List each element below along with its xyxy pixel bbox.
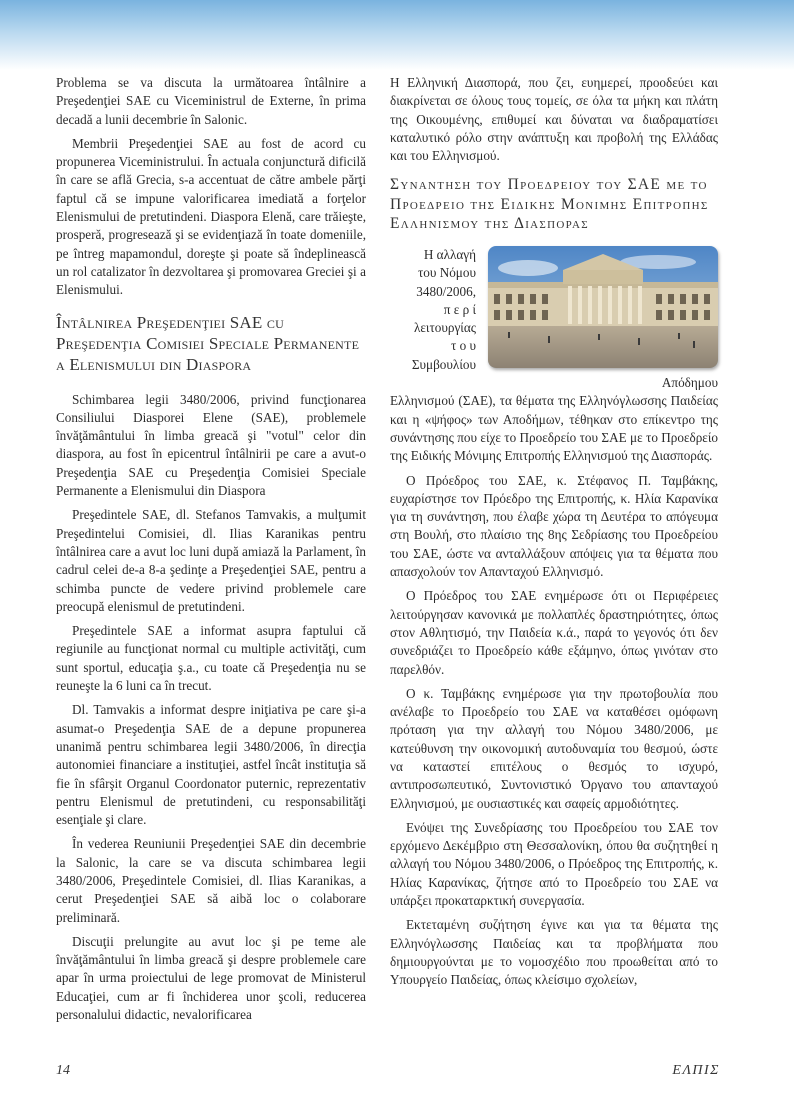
paragraph: Ελληνισμού (ΣΑΕ), τα θέματα της Ελληνόγλωσσης Παιδείας και η «ψήφος» των Αποδήμων, τέθηκαν στο επίκεντρο της συνάντησης που είχε το Προεδρείο του ΣΑΕ με το Προεδρείο της Ειδικής Μόνιμης Επιτροπής Ελληνισμού της Διασποράς.: [390, 393, 718, 464]
text-line: Η αλλαγή: [423, 246, 476, 262]
text-line: 3480/2006,: [416, 283, 476, 299]
paragraph: Dl. Tamvakis a informat despre iniţiativa pe care şi-a asumat-o Preşedenţia SAE de a depune propunerea unanimă pentru schimbarea legii 3480/2006, în direcţia autonomiei financiare a instituţiei, astfel încât instituţia să fie în sfârşit Organul Coordonator puternic, reprezentativ pentru Elenismul de pretutindeni, cu responsabilităţi esenţiale şi clare.: [56, 702, 366, 828]
text-line: Συμβουλίου: [411, 356, 476, 372]
paragraph: Ενόψει της Συνεδρίασης του Προεδρείου του ΣΑΕ τον ερχόμενο Δεκέμβριο στη Θεσσαλονίκη, όπου θα συζητηθεί η αλλαγή του Νόμου 3480/2006, ο Πρόεδρος της Επιτροπής, κ. Ηλίας Καρανίκας, ζήτησε από το Προεδρείο του ΣΑΕ να υπάρξει προκαταρκτική συνεργασία.: [390, 819, 718, 909]
paragraph: Ο κ. Ταμβάκης ενημέρωσε για την πρωτοβουλία που ανέλαβε το Προεδρείο του ΣΑΕ να καταθέσει ομόφωνη πρόταση για την αλλαγή του Νόμου 3480/2006, με κατεύθυνση την οικονομική αυτοδυναμία του θεσμού, ώστε να καταστεί επιτέλους ο θεσμός το ισχυρό, αντιπροσωπευτικό, Συντονιστικό Όργανο του απανταχού Ελληνισμού, με ουσιαστικές και σαφείς αρμοδιότητες.: [390, 685, 718, 811]
paragraph: Membrii Preşedenţiei SAE au fost de acord cu propunerea Viceministrului. În actuala conjunctură dificilă în care se află Grecia, s-a accentuat de către ambele părţi faptul că se impune valorificarea imediată a forţelor Elenismului de pretutindeni. Diaspora Elenă, care trăieşte, prosperă, progresează şi se evidenţiază în toate domeniile, pe întreg mapamondul, doreşte şi poate să îndeplinească un rol catalizator în dezvoltarea şi promovarea Greciei şi a Elenismului.: [56, 135, 366, 298]
parliament-building-photo: [488, 246, 718, 368]
text-line: λειτουργίας: [414, 320, 476, 336]
left-column: [56, 74, 366, 1030]
paragraph: Preşedintele SAE, dl. Stefanos Tamvakis, a mulţumit Preşedintelui Comisiei, dl. Ilias Karanikas pentru întâlnirea care a avut loc luni după amiază la Parlament, în cadrul celei de-a 8-a şedinţe a Preşedenţiei SAE, pentru a schimba puncte de vedere privind problemele care preocupă elenismul de pretutindeni.: [56, 507, 366, 614]
paragraph: Schimbarea legii 3480/2006, privind funcţionarea Consiliului Diasporei Elene (SAE), problemele învăţământului în limba greacă şi "votul" celor din diaspora, au fost în epicentrul întâlnirii pe care a avut-o Preşedenţia SAE cu Preşedenţia Comisiei Speciale Permanente a Elenismului din Diaspora: [56, 391, 366, 499]
paragraph: Discuţii prelungite au avut loc şi pe teme ale învăţământului în limba greacă şi despre problemele care apar în urma proiectului de lege promovat de Ministerul Educaţiei, cum ar fi închiderea unor şcoli, reducerea personalului didactic, nevalorificarea: [56, 933, 366, 1023]
section-heading: Întâlnirea Preşedenţiei SAE cu Preşedenţia Comisiei Speciale Permanente a Elenismului din Diaspora: [56, 312, 360, 374]
text-line: Απόδημου: [661, 375, 718, 391]
text-line: π ε ρ ί: [443, 301, 476, 317]
paragraph: În vederea Reuniunii Preşedenţiei SAE din decembrie la Salonic, la care se va discuta schimbarea legii 3480/2006, Preşedintele Comisiei, dl. Ilias Karanikas, a cerut Preşedenţiei SAE să aibă loc o colaborare preliminară.: [56, 836, 366, 925]
section-heading: Συναντηση του Προεδρειου του ΣΑΕ με το Προεδρειο της Ειδικης Μονιμης Επιτροπης Ελληνισμου της Διασπορας: [390, 176, 709, 233]
paragraph: Εκτεταμένη συζήτηση έγινε και για τα θέματα της Ελληνόγλωσσης Παιδείας και τα προβλήματα που δημιουργούνται με το νομοσχέδιο που προωθείται από το Υπουργείο Παιδείας, όπως κλείσιμο σχολείων,: [390, 917, 718, 988]
paragraph: Η Ελληνική Διασπορά, που ζει, ευημερεί, προοδεύει και διακρίνεται σε όλους τους τομείς, σε όλα τα μήκη και πλάτη της Οικουμένης, επιθυμεί και δύναται να διαδραματίσει καταλυτικό ρόλο στην ανάπτυξη και προβολή της Ελλάδας και του Ελληνισμού.: [390, 75, 718, 164]
paragraph: Ο Πρόεδρος του ΣΑΕ ενημέρωσε ότι οι Περιφέρειες λειτούργησαν κανονικά με πολλαπλές δραστηριότητες, όπως στον Αθλητισμό, την Παιδεία κ.ά., παρά το γεγονός ότι δεν συνεδριάζει το Προεδρείο κάθε εξάμηνο, όπως γινόταν στο παρελθόν.: [390, 588, 718, 677]
page-number: 14: [56, 1063, 70, 1078]
text-line: τ ο υ: [450, 338, 476, 354]
magazine-title: ΕΛΠΙΣ: [672, 1063, 720, 1078]
paragraph: Preşedintele SAE a informat asupra faptului că regiunile au funcţionat normal cu multiple activităţi, cum sunt sportul, educaţia ş.a., cu toate că Preşedenţia nu se reuneşte la 6 luni ca în trecut.: [56, 623, 366, 694]
paragraph: Problema se va discuta la următoarea întâlnire a Preşedenţiei SAE cu Viceministrul de Externe, în prima decadă a lunii decembrie în Salonic.: [56, 75, 366, 127]
right-column: [390, 74, 718, 996]
header-gradient-band: [0, 0, 794, 70]
paragraph: Ο Πρόεδρος του ΣΑΕ, κ. Στέφανος Π. Ταμβάκης, ευχαρίστησε τον Πρόεδρο της Επιτροπής, κ. Ηλία Καρανίκα για τη συνάντηση, που έλαβε χώρα τη Δευτέρα το απόγευμα στη Βουλή, στο πλαίσιο της 8ης Σεδρίασης του Προεδρείου του ΣΑΕ, ώστε να ανταλλάξουν απόψεις για τα θέματα που απασχολούν τον Απανταχού Ελληνισμό.: [390, 472, 718, 580]
photo-wrap-block: [390, 246, 718, 392]
text-line: του Νόμου: [417, 265, 476, 281]
